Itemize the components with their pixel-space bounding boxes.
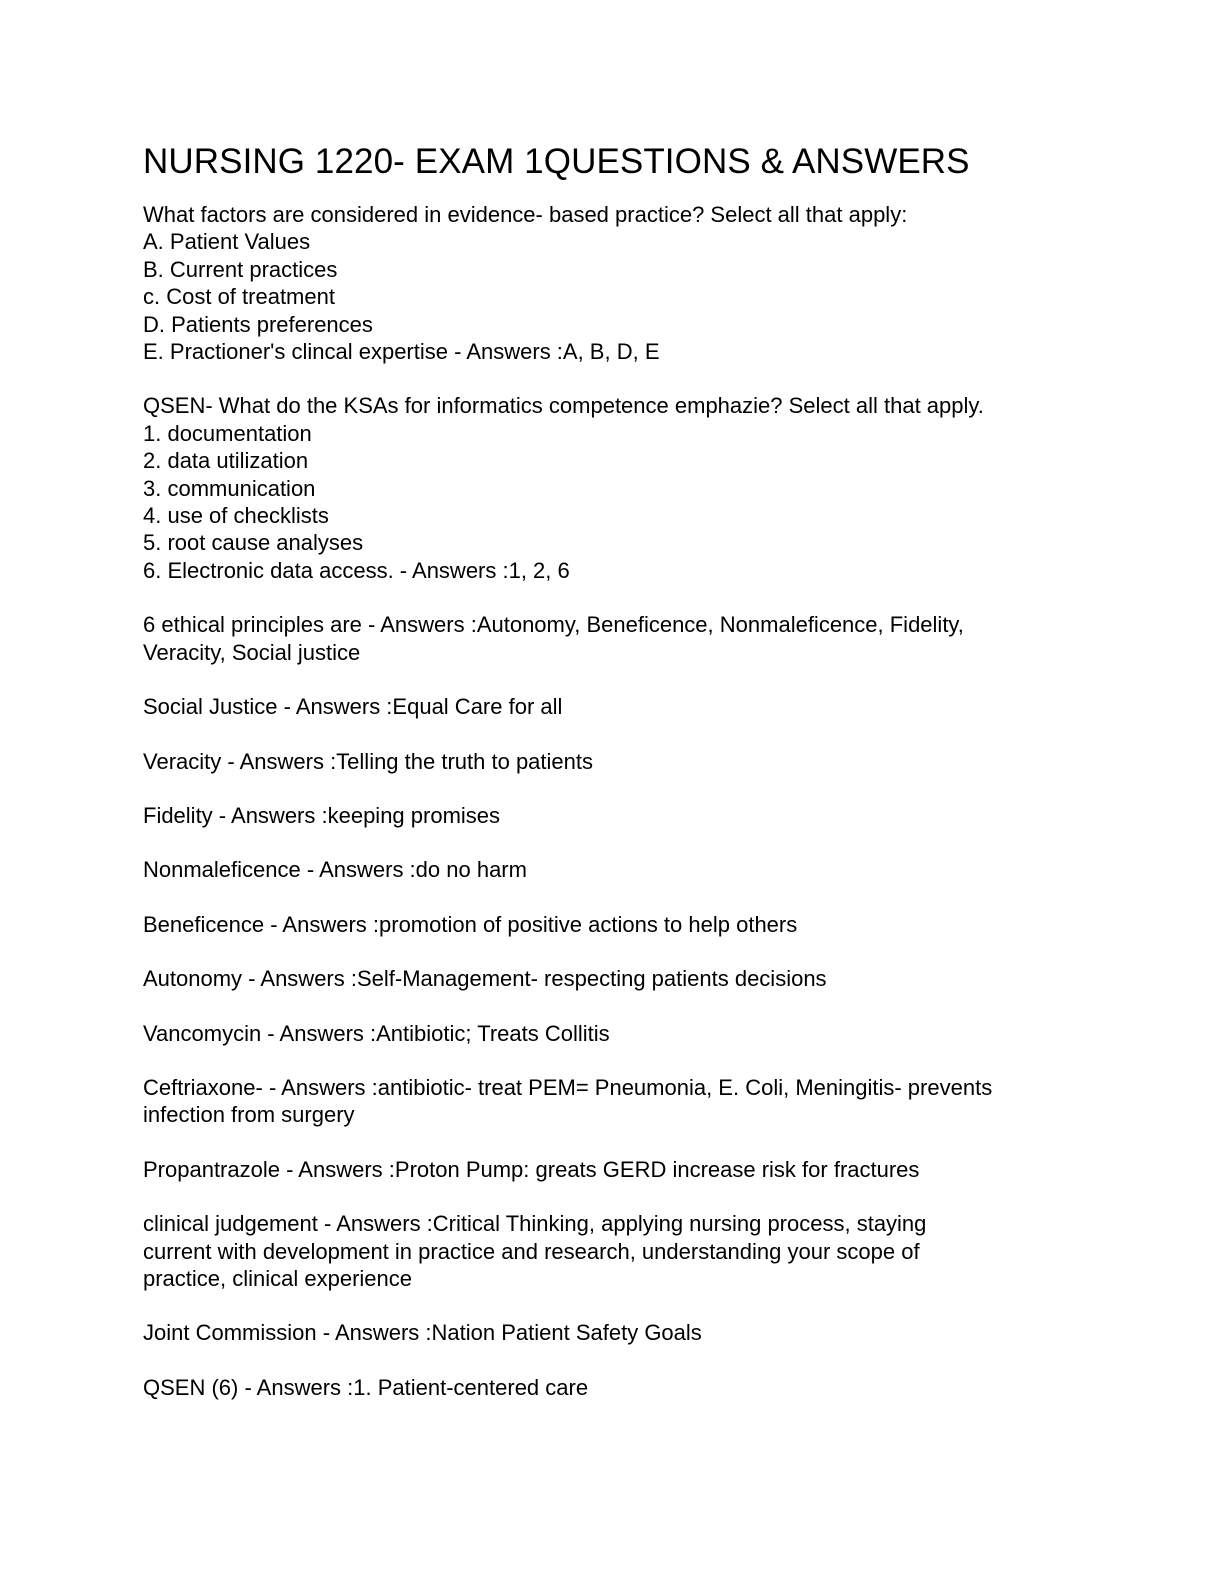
qa-line-question: clinical judgement - Answers :Critical Thinking, applying nursing process, staying (143, 1211, 927, 1237)
qa-line: Veracity, Social justice (143, 639, 361, 665)
qa-block (143, 802, 1103, 829)
qa-line: current with development in practice and research, understanding your scope of (143, 1238, 920, 1264)
qa-line: 3. communication (143, 475, 316, 501)
qa-line: D. Patients preferences (143, 311, 373, 337)
qa-block (143, 1374, 1103, 1401)
qa-line-question: Fidelity - Answers :keeping promises (143, 802, 501, 828)
qa-block (143, 965, 1103, 992)
qa-line-question: 6 ethical principles are - Answers :Autonomy, Beneficence, Nonmaleficence, Fidelity, (143, 612, 964, 638)
qa-block (143, 1020, 1103, 1047)
qa-block (143, 201, 1103, 365)
qa-block (143, 1210, 1103, 1292)
document-title: NURSING 1220- EXAM 1QUESTIONS & ANSWERS (143, 142, 970, 181)
qa-line: 4. use of checklists (143, 503, 329, 529)
qa-line: 6. Electronic data access. - Answers :1, 2, 6 (143, 557, 570, 583)
qa-block (143, 392, 1103, 584)
qa-block (143, 911, 1103, 938)
qa-line-question: What factors are considered in evidence- based practice? Select all that apply: (143, 202, 908, 227)
qa-line-question: Propantrazole - Answers :Proton Pump: greats GERD increase risk for fractures (143, 1156, 920, 1182)
qa-block (143, 693, 1103, 720)
qa-line: practice, clinical experience (143, 1265, 413, 1291)
qa-line-question: Veracity - Answers :Telling the truth to patients (143, 748, 594, 774)
document-body (143, 201, 1103, 1401)
qa-line-question: Vancomycin - Answers :Antibiotic; Treats Collitis (143, 1020, 610, 1046)
qa-block (143, 748, 1103, 775)
qa-line-question: QSEN (6) - Answers :1. Patient-centered care (143, 1374, 589, 1400)
qa-line-question: Social Justice - Answers :Equal Care for all (143, 694, 563, 720)
qa-line: infection from surgery (143, 1102, 355, 1128)
qa-line-question: Autonomy - Answers :Self-Management- respecting patients decisions (143, 966, 827, 992)
qa-line: c. Cost of treatment (143, 284, 335, 310)
qa-block (143, 856, 1103, 883)
qa-line: A. Patient Values (143, 229, 311, 255)
qa-line-question: Joint Commission - Answers :Nation Patient Safety Goals (143, 1320, 702, 1346)
qa-line-question: QSEN- What do the KSAs for informatics competence emphazie? Select all that apply. (143, 393, 984, 419)
qa-line: 5. root cause analyses (143, 530, 364, 556)
qa-block (143, 1319, 1103, 1346)
qa-block (143, 611, 1103, 666)
qa-line: B. Current practices (143, 256, 338, 282)
qa-block (143, 1074, 1103, 1129)
qa-line: E. Practioner's clincal expertise - Answers :A, B, D, E (143, 339, 660, 365)
qa-line: 1. documentation (143, 420, 312, 446)
qa-block (143, 1156, 1103, 1183)
qa-line-question: Beneficence - Answers :promotion of positive actions to help others (143, 911, 798, 937)
qa-line: 2. data utilization (143, 448, 309, 474)
qa-line-question: Nonmaleficence - Answers :do no harm (143, 857, 527, 883)
document-page (143, 140, 1103, 1428)
qa-line-question: Ceftriaxone- - Answers :antibiotic- treat PEM= Pneumonia, E. Coli, Meningitis- prevents (143, 1074, 993, 1100)
